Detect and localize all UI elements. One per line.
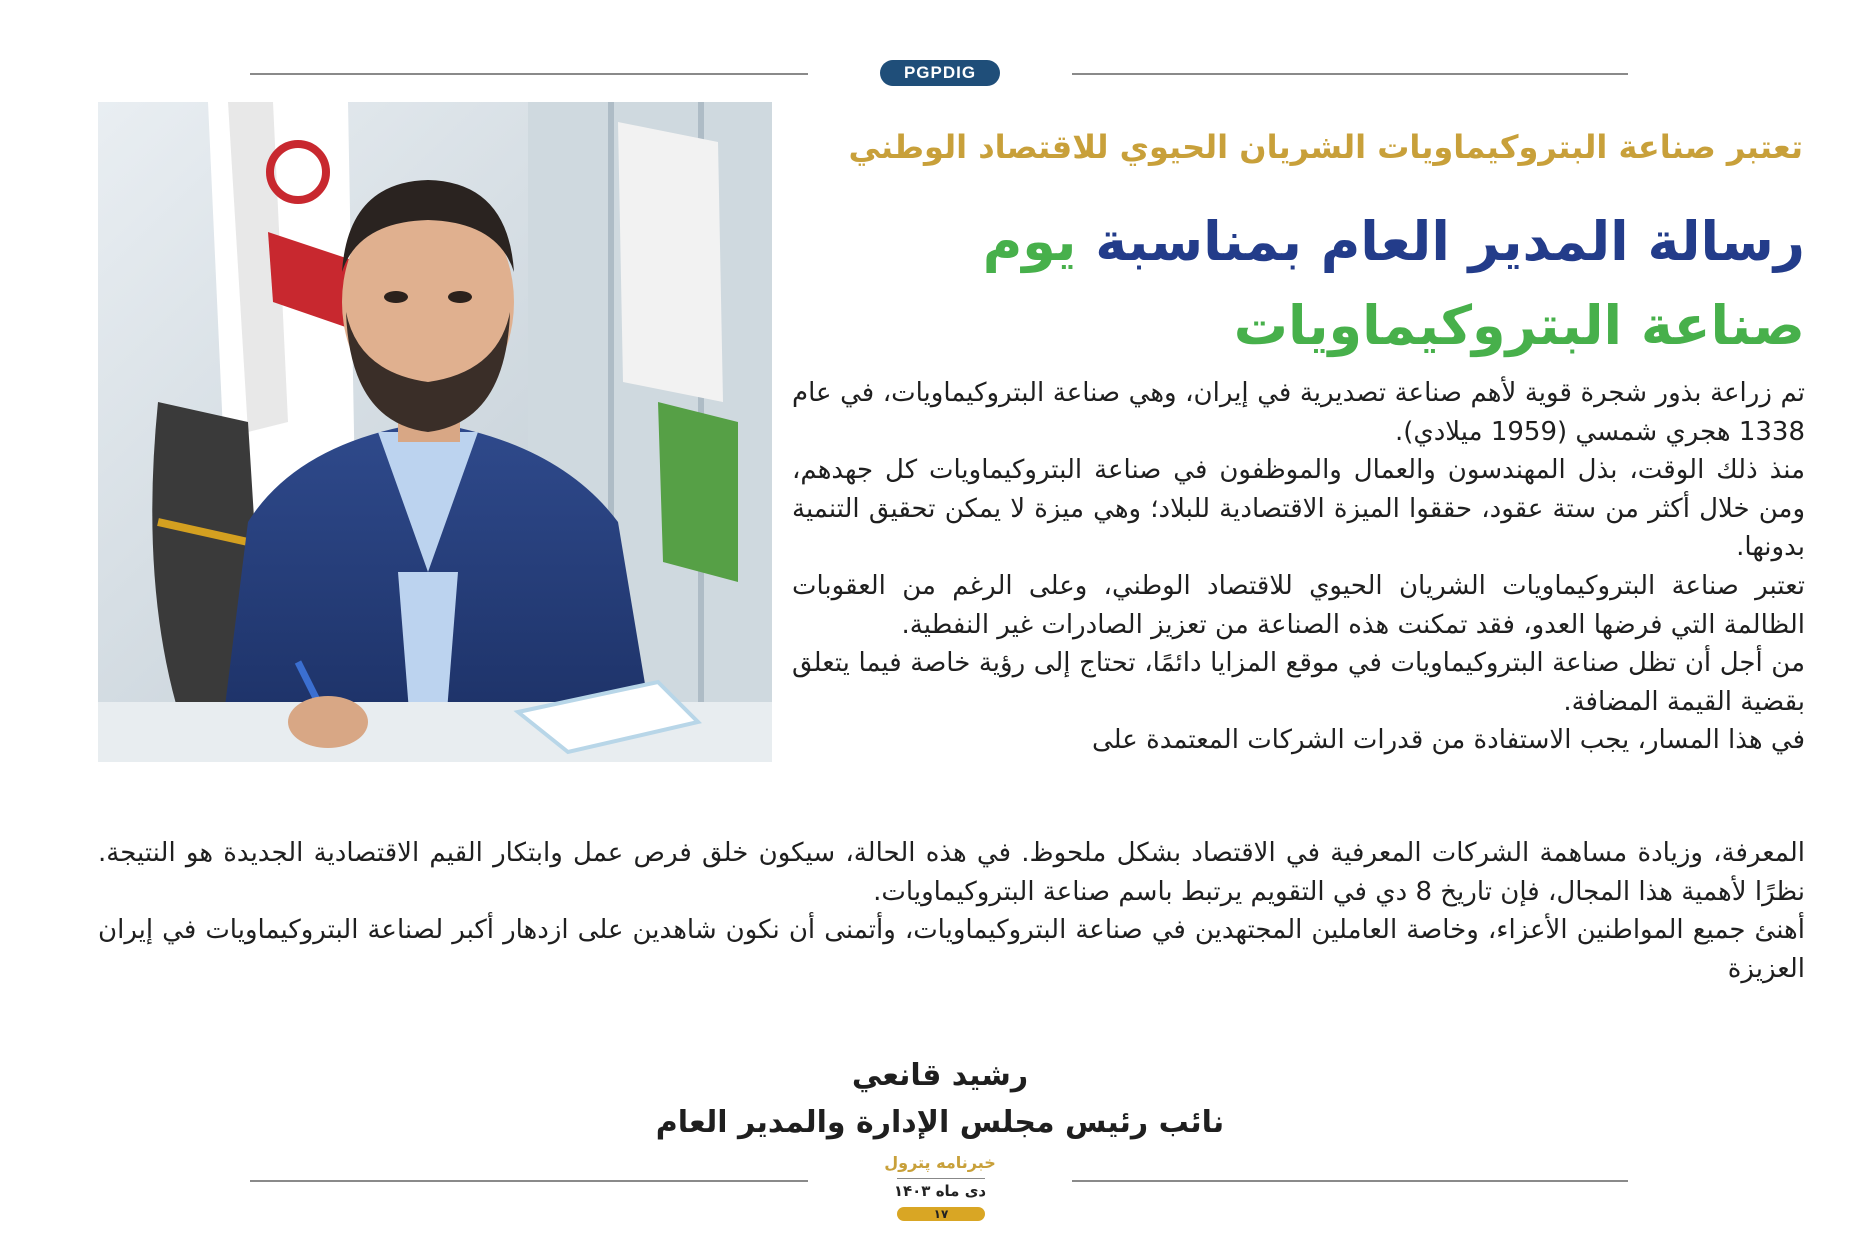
footer-rule-right xyxy=(1072,1180,1628,1182)
headline-part-1: رسالة المدير العام بمناسبة xyxy=(1095,210,1805,273)
footer-rule-left xyxy=(250,1180,808,1182)
portrait-photo xyxy=(98,102,772,762)
body-column-side xyxy=(792,374,1805,760)
headline xyxy=(805,200,1805,368)
brand-badge: PGPDIG xyxy=(880,60,1000,86)
body-paragraph: المعرفة، وزيادة مساهمة الشركات المعرفية في الاقتصاد بشكل ملحوظ. في هذه الحالة، سيكون خلق فرص عمل وابتكار القيم الاقتصادية الجديدة هو النتيجة. نظرًا لأهمية هذا المجال، فإن تاريخ 8 دي في التقويم يرتبط باسم صناعة البتروكيماويات. xyxy=(98,838,1805,907)
headline-part-2: يوم xyxy=(982,210,1077,273)
magazine-name: خبرنامه پترول xyxy=(884,1153,996,1172)
body-paragraph: من أجل أن تظل صناعة البتروكيماويات في موقع المزايا دائمًا، تحتاج إلى رؤية خاصة فيما يتعلق بقضية القيمة المضافة. xyxy=(792,648,1805,717)
issue-date: دی ماه ۱۴۰۳ xyxy=(893,1182,987,1200)
body-column-full xyxy=(98,834,1805,988)
portrait-illustration xyxy=(98,102,772,762)
headline-part-3: صناعة البتروكيماويات xyxy=(1233,294,1805,357)
body-paragraph: في هذا المسار، يجب الاستفادة من قدرات الشركات المعتمدة على xyxy=(1092,725,1805,756)
header-rule-right xyxy=(1072,73,1628,75)
body-paragraph: أهنئ جميع المواطنين الأعزاء، وخاصة العاملين المجتهدين في صناعة البتروكيماويات، وأتمنى أن نكون شاهدين على ازدهار أكبر لصناعة البتروكيماويات في إيران العزيزة xyxy=(98,915,1805,984)
footer-divider xyxy=(897,1178,985,1179)
body-paragraph: منذ ذلك الوقت، بذل المهندسون والعمال والموظفون في صناعة البتروكيماويات كل جهدهم، ومن خلال أكثر من ستة عقود، حققوا الميزة الاقتصادية للبلاد؛ وهي ميزة لا يمكن تحقيق التنمية بدونها. xyxy=(792,455,1805,563)
header-rule-left xyxy=(250,73,808,75)
signature-title: نائب رئيس مجلس الإدارة والمدير العام xyxy=(655,1105,1225,1140)
body-paragraph: تم زراعة بذور شجرة قوية لأهم صناعة تصديرية في إيران، وهي صناعة البتروكيماويات، في عام 1338 هجري شمسي (1959 ميلادي). xyxy=(792,378,1805,447)
page-number: ۱۷ xyxy=(897,1207,985,1221)
body-paragraph: تعتبر صناعة البتروكيماويات الشريان الحيوي للاقتصاد الوطني، وعلى الرغم من العقوبات الظالمة التي فرضها العدو، فقد تمكنت هذه الصناعة من تعزيز الصادرات غير النفطية. xyxy=(792,570,1805,640)
kicker-text: تعتبر صناعة البتروكيماويات الشريان الحيوي للاقتصاد الوطني xyxy=(848,128,1803,166)
signature-name: رشيد قانعي xyxy=(851,1058,1029,1093)
